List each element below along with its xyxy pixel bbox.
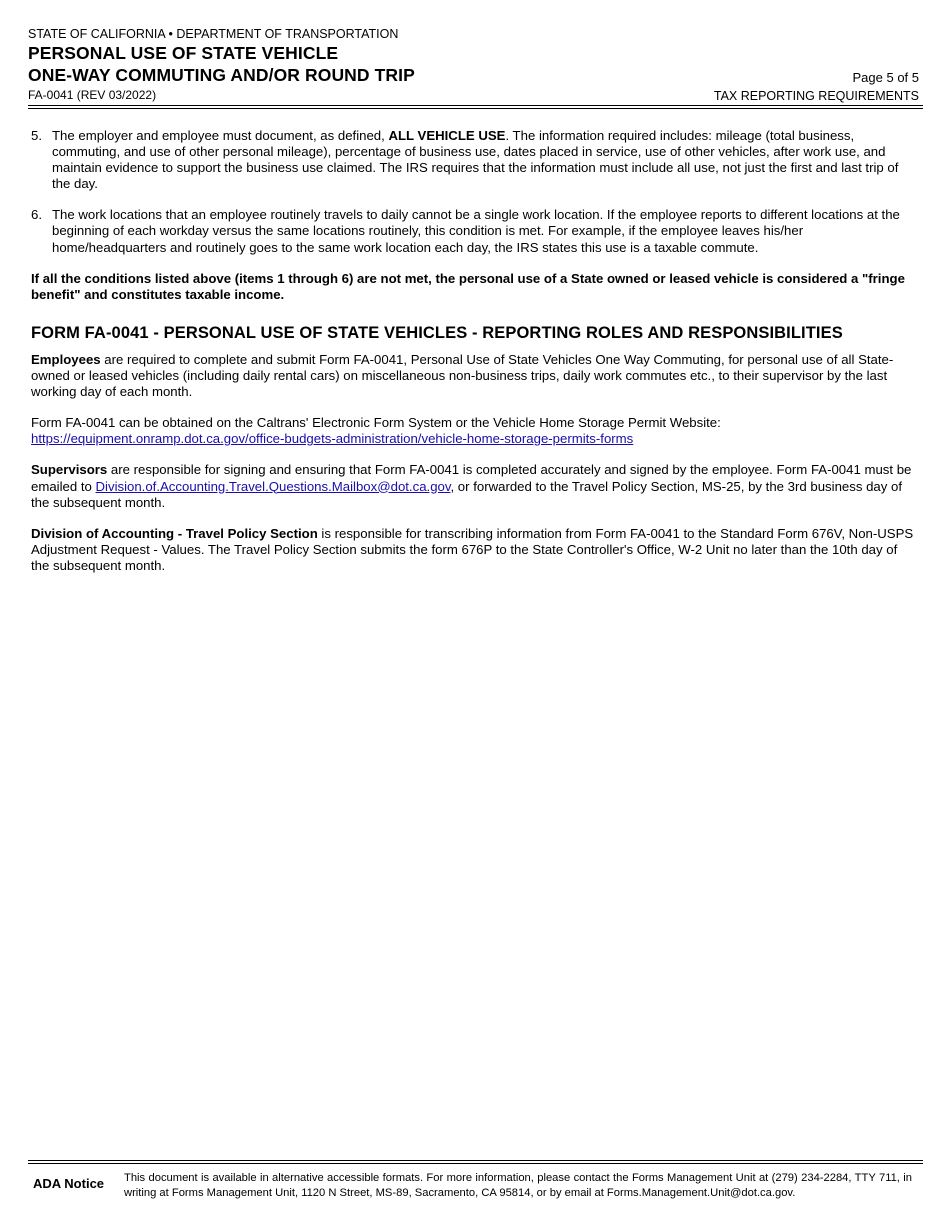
employees-label: Employees [31, 351, 101, 367]
list-item-5 [31, 128, 914, 192]
form-number: FA-0041 (REV 03/2022) [28, 88, 157, 102]
supervisors-paragraph [31, 462, 914, 510]
item-bold-text: ALL VEHICLE USE [388, 128, 506, 143]
header-divider-bottom [28, 108, 923, 109]
footer-divider-bottom [28, 1163, 923, 1164]
form-title-line1: PERSONAL USE OF STATE VEHICLE [28, 43, 339, 63]
page-number: Page 5 of 5 [852, 70, 919, 85]
conditions-note: If all the conditions listed above (items 1 through 6) are not met, the personal use of a State owned or leased vehicle is considered a "fringe benefit" and constitutes taxable income. [31, 270, 905, 302]
supervisors-text-after: , or forwarded to the Travel Policy Section, MS-25, by the 3rd business day of the subsequent month. [31, 478, 903, 510]
supervisors-text-before: are responsible for signing and ensuring that Form FA-0041 is completed accurately and signed by the employee. Form FA-0041 must be emailed to [31, 462, 912, 494]
obtain-paragraph [31, 415, 914, 447]
employees-paragraph [31, 352, 914, 400]
permits-forms-link[interactable]: https://equipment.onramp.dot.ca.gov/office-budgets-administration/vehicle-home-storage-permits-forms [31, 431, 634, 447]
form-title-line2: ONE-WAY COMMUTING AND/OR ROUND TRIP [28, 65, 415, 85]
agency-name: STATE OF CALIFORNIA • DEPARTMENT OF TRANSPORTATION [28, 27, 399, 41]
list-item-number: 5. [31, 128, 42, 143]
division-text: is responsible for transcribing information from Form FA-0041 to the Standard Form 676V, Non-USPS Adjustment Request - Values. The Travel Policy Section submits the form 676P to the State Controller's Office, W-2 Unit no later than the 10th day of the subsequent month. [31, 525, 914, 573]
section-label: TAX REPORTING REQUIREMENTS [713, 89, 919, 103]
item-text-before: The employer and employee must document, as defined, [52, 128, 389, 143]
obtain-text: Form FA-0041 can be obtained on the Caltrans' Electronic Form System or the Vehicle Home Storage Permit Website: [31, 415, 721, 431]
footer-divider-top [28, 1160, 923, 1161]
form-header [28, 27, 923, 103]
list-item-6 [31, 207, 914, 255]
ada-notice-label: ADA Notice [33, 1176, 105, 1191]
header-divider-top [28, 105, 923, 106]
division-paragraph [31, 526, 914, 574]
item-text-after: . The information required includes: mileage (total business, commuting, and use of other personal mileage), percentage of business use, dates placed in service, use of other vehicles, after work use, and maintain evidence to support the business use claimed. The IRS requires that the information must include all use, not just the first and last trip of the day. [52, 128, 899, 192]
section-heading: FORM FA-0041 - PERSONAL USE OF STATE VEHICLES - REPORTING ROLES AND RESPONSIBILITIES [31, 323, 843, 342]
main-content [31, 128, 914, 589]
employees-text: are required to complete and submit Form FA-0041, Personal Use of State Vehicles One Way Commuting, for personal use of all State-owned or leased vehicles (including daily rental cars) on miscellaneous non-business trips, daily work commutes etc., to their supervisor by the last working day of each month. [31, 351, 894, 400]
item-text: The work locations that an employee routinely travels to daily cannot be a single work location. If the employee reports to different locations at the beginning of each workday versus the same locations routinely, this condition is met. For example, if the employee leaves his/her home/headquarters and routinely goes to the same work location each day, the IRS states this use is a taxable commute. [52, 207, 900, 255]
mailbox-email-link[interactable]: Division.of.Accounting.Travel.Questions.Mailbox@dot.ca.gov [95, 478, 451, 494]
division-label: Division of Accounting - Travel Policy Section [31, 525, 318, 541]
ada-notice-text: This document is available in alternative accessible formats. For more information, please contact the Forms Management Unit at (279) 234-2284, TTY 711, in writing at Forms Management Unit, 1120 N Street, MS-89, Sacramento, CA 95814, or by email at Forms.Management.Unit@dot.ca.gov. [124, 1172, 912, 1199]
list-item-number: 6. [31, 207, 42, 223]
supervisors-label: Supervisors [31, 462, 108, 478]
